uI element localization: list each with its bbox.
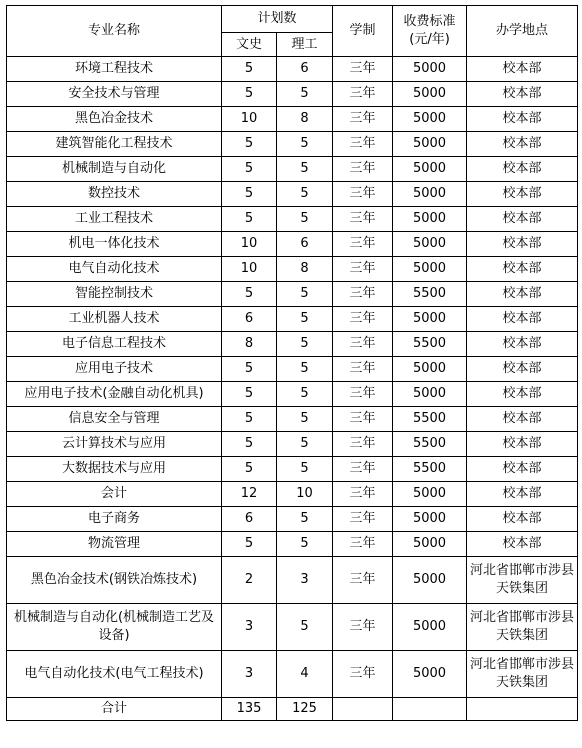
header-arts: 文史 [222, 33, 277, 57]
cell-science: 5 [277, 357, 333, 382]
cell-arts: 10 [222, 107, 277, 132]
cell-major: 信息安全与管理 [7, 407, 222, 432]
cell-location: 河北省邯郸市涉县天铁集团 [467, 651, 578, 698]
cell-fee: 5000 [393, 651, 467, 698]
cell-fee: 5000 [393, 507, 467, 532]
cell-major: 云计算技术与应用 [7, 432, 222, 457]
cell-major: 数控技术 [7, 182, 222, 207]
cell-science: 5 [277, 157, 333, 182]
cell-duration: 三年 [333, 604, 393, 651]
cell-duration: 三年 [333, 132, 393, 157]
cell-location: 校本部 [467, 382, 578, 407]
table-row [7, 207, 578, 232]
cell-fee: 5500 [393, 332, 467, 357]
cell-fee: 5500 [393, 432, 467, 457]
cell-arts: 5 [222, 432, 277, 457]
header-row-1 [7, 6, 578, 33]
cell-duration: 三年 [333, 157, 393, 182]
cell-fee: 5000 [393, 357, 467, 382]
table-row [7, 507, 578, 532]
cell-science: 5 [277, 82, 333, 107]
cell-duration: 三年 [333, 257, 393, 282]
cell-fee: 5000 [393, 232, 467, 257]
cell-duration: 三年 [333, 507, 393, 532]
cell-fee: 5000 [393, 107, 467, 132]
table-row [7, 57, 578, 82]
cell-duration: 三年 [333, 407, 393, 432]
table-row [7, 407, 578, 432]
cell-major: 机械制造与自动化 [7, 157, 222, 182]
cell-fee: 5000 [393, 182, 467, 207]
cell-duration: 三年 [333, 532, 393, 557]
cell-duration: 三年 [333, 432, 393, 457]
cell-major: 工业工程技术 [7, 207, 222, 232]
table-row [7, 482, 578, 507]
cell-major: 电气自动化技术 [7, 257, 222, 282]
cell-arts: 5 [222, 457, 277, 482]
cell-location: 校本部 [467, 307, 578, 332]
cell-fee: 5000 [393, 257, 467, 282]
cell-major: 安全技术与管理 [7, 82, 222, 107]
cell-major: 会计 [7, 482, 222, 507]
cell-science: 5 [277, 382, 333, 407]
table-row [7, 157, 578, 182]
cell-location: 校本部 [467, 357, 578, 382]
cell-location: 校本部 [467, 132, 578, 157]
cell-fee: 5000 [393, 82, 467, 107]
cell-science: 5 [277, 132, 333, 157]
header-major: 专业名称 [7, 6, 222, 57]
enrollment-plan-table [6, 5, 578, 721]
cell-duration: 三年 [333, 357, 393, 382]
cell-science: 8 [277, 107, 333, 132]
cell-location: 校本部 [467, 482, 578, 507]
cell-arts: 5 [222, 357, 277, 382]
cell-arts: 6 [222, 307, 277, 332]
cell-fee: 5000 [393, 132, 467, 157]
cell-location: 校本部 [467, 107, 578, 132]
cell-arts: 3 [222, 604, 277, 651]
cell-major: 机械制造与自动化(机械制造工艺及设备) [7, 604, 222, 651]
cell-location: 校本部 [467, 332, 578, 357]
cell-science: 5 [277, 532, 333, 557]
cell-duration: 三年 [333, 57, 393, 82]
table-row [7, 132, 578, 157]
cell-science: 8 [277, 257, 333, 282]
total-label: 合计 [7, 698, 222, 721]
cell-duration: 三年 [333, 232, 393, 257]
cell-duration: 三年 [333, 332, 393, 357]
cell-major: 电气自动化技术(电气工程技术) [7, 651, 222, 698]
table-row [7, 257, 578, 282]
cell-major: 大数据技术与应用 [7, 457, 222, 482]
table-row [7, 357, 578, 382]
total-arts: 135 [222, 698, 277, 721]
header-location: 办学地点 [467, 6, 578, 57]
cell-location: 校本部 [467, 507, 578, 532]
cell-arts: 5 [222, 82, 277, 107]
table-row [7, 557, 578, 604]
cell-arts: 10 [222, 257, 277, 282]
cell-science: 5 [277, 332, 333, 357]
header-plan: 计划数 [222, 6, 333, 33]
cell-arts: 5 [222, 382, 277, 407]
cell-location: 校本部 [467, 82, 578, 107]
cell-major: 应用电子技术 [7, 357, 222, 382]
cell-arts: 2 [222, 557, 277, 604]
cell-arts: 3 [222, 651, 277, 698]
cell-duration: 三年 [333, 82, 393, 107]
cell-fee: 5000 [393, 207, 467, 232]
cell-science: 10 [277, 482, 333, 507]
cell-major: 物流管理 [7, 532, 222, 557]
cell-major: 电子商务 [7, 507, 222, 532]
cell-location: 校本部 [467, 457, 578, 482]
table-row [7, 382, 578, 407]
cell-duration: 三年 [333, 457, 393, 482]
table-row [7, 604, 578, 651]
cell-duration: 三年 [333, 182, 393, 207]
cell-science: 5 [277, 604, 333, 651]
cell-science: 5 [277, 282, 333, 307]
cell-arts: 5 [222, 157, 277, 182]
table-row [7, 232, 578, 257]
cell-duration: 三年 [333, 557, 393, 604]
header-science: 理工 [277, 33, 333, 57]
cell-arts: 5 [222, 207, 277, 232]
table-row [7, 332, 578, 357]
table-row [7, 82, 578, 107]
cell-fee: 5000 [393, 482, 467, 507]
cell-location: 校本部 [467, 407, 578, 432]
cell-arts: 5 [222, 57, 277, 82]
cell-science: 5 [277, 457, 333, 482]
table-body [7, 57, 578, 698]
cell-location: 校本部 [467, 157, 578, 182]
cell-location: 校本部 [467, 432, 578, 457]
table-row [7, 107, 578, 132]
cell-arts: 6 [222, 507, 277, 532]
cell-fee: 5000 [393, 557, 467, 604]
cell-science: 3 [277, 557, 333, 604]
cell-arts: 8 [222, 332, 277, 357]
cell-arts: 5 [222, 282, 277, 307]
cell-fee: 5500 [393, 282, 467, 307]
total-empty-cell [393, 698, 467, 721]
header-fee-line2: (元/年) [409, 32, 450, 47]
cell-duration: 三年 [333, 107, 393, 132]
cell-arts: 12 [222, 482, 277, 507]
cell-major: 黑色冶金技术(钢铁冶炼技术) [7, 557, 222, 604]
cell-science: 5 [277, 207, 333, 232]
header-fee [393, 6, 467, 57]
cell-duration: 三年 [333, 482, 393, 507]
cell-location: 校本部 [467, 257, 578, 282]
cell-major: 应用电子技术(金融自动化机具) [7, 382, 222, 407]
table-row [7, 182, 578, 207]
cell-fee: 5000 [393, 307, 467, 332]
cell-major: 建筑智能化工程技术 [7, 132, 222, 157]
table-row [7, 282, 578, 307]
cell-location: 校本部 [467, 207, 578, 232]
cell-fee: 5500 [393, 457, 467, 482]
cell-fee: 5000 [393, 382, 467, 407]
cell-science: 6 [277, 232, 333, 257]
cell-science: 5 [277, 507, 333, 532]
cell-duration: 三年 [333, 651, 393, 698]
cell-major: 工业机器人技术 [7, 307, 222, 332]
table-row [7, 307, 578, 332]
header-duration: 学制 [333, 6, 393, 57]
cell-major: 黑色冶金技术 [7, 107, 222, 132]
cell-duration: 三年 [333, 307, 393, 332]
total-science: 125 [277, 698, 333, 721]
cell-science: 6 [277, 57, 333, 82]
table-row [7, 432, 578, 457]
cell-duration: 三年 [333, 282, 393, 307]
cell-science: 5 [277, 307, 333, 332]
total-empty-cell [467, 698, 578, 721]
cell-fee: 5000 [393, 157, 467, 182]
cell-science: 4 [277, 651, 333, 698]
table-row [7, 532, 578, 557]
cell-location: 校本部 [467, 232, 578, 257]
total-empty-cell [333, 698, 393, 721]
cell-location: 河北省邯郸市涉县天铁集团 [467, 557, 578, 604]
cell-science: 5 [277, 432, 333, 457]
cell-arts: 5 [222, 532, 277, 557]
cell-science: 5 [277, 407, 333, 432]
cell-location: 校本部 [467, 182, 578, 207]
table-row [7, 457, 578, 482]
table-row [7, 651, 578, 698]
cell-location: 校本部 [467, 532, 578, 557]
cell-fee: 5000 [393, 57, 467, 82]
cell-fee: 5000 [393, 604, 467, 651]
cell-science: 5 [277, 182, 333, 207]
cell-major: 环境工程技术 [7, 57, 222, 82]
cell-arts: 5 [222, 407, 277, 432]
cell-arts: 10 [222, 232, 277, 257]
cell-location: 河北省邯郸市涉县天铁集团 [467, 604, 578, 651]
cell-duration: 三年 [333, 207, 393, 232]
total-row [7, 698, 578, 721]
cell-duration: 三年 [333, 382, 393, 407]
cell-major: 智能控制技术 [7, 282, 222, 307]
cell-fee: 5000 [393, 532, 467, 557]
cell-major: 电子信息工程技术 [7, 332, 222, 357]
cell-location: 校本部 [467, 282, 578, 307]
cell-arts: 5 [222, 132, 277, 157]
cell-location: 校本部 [467, 57, 578, 82]
cell-arts: 5 [222, 182, 277, 207]
header-fee-line1: 收费标准 [403, 14, 456, 29]
cell-fee: 5500 [393, 407, 467, 432]
cell-major: 机电一体化技术 [7, 232, 222, 257]
